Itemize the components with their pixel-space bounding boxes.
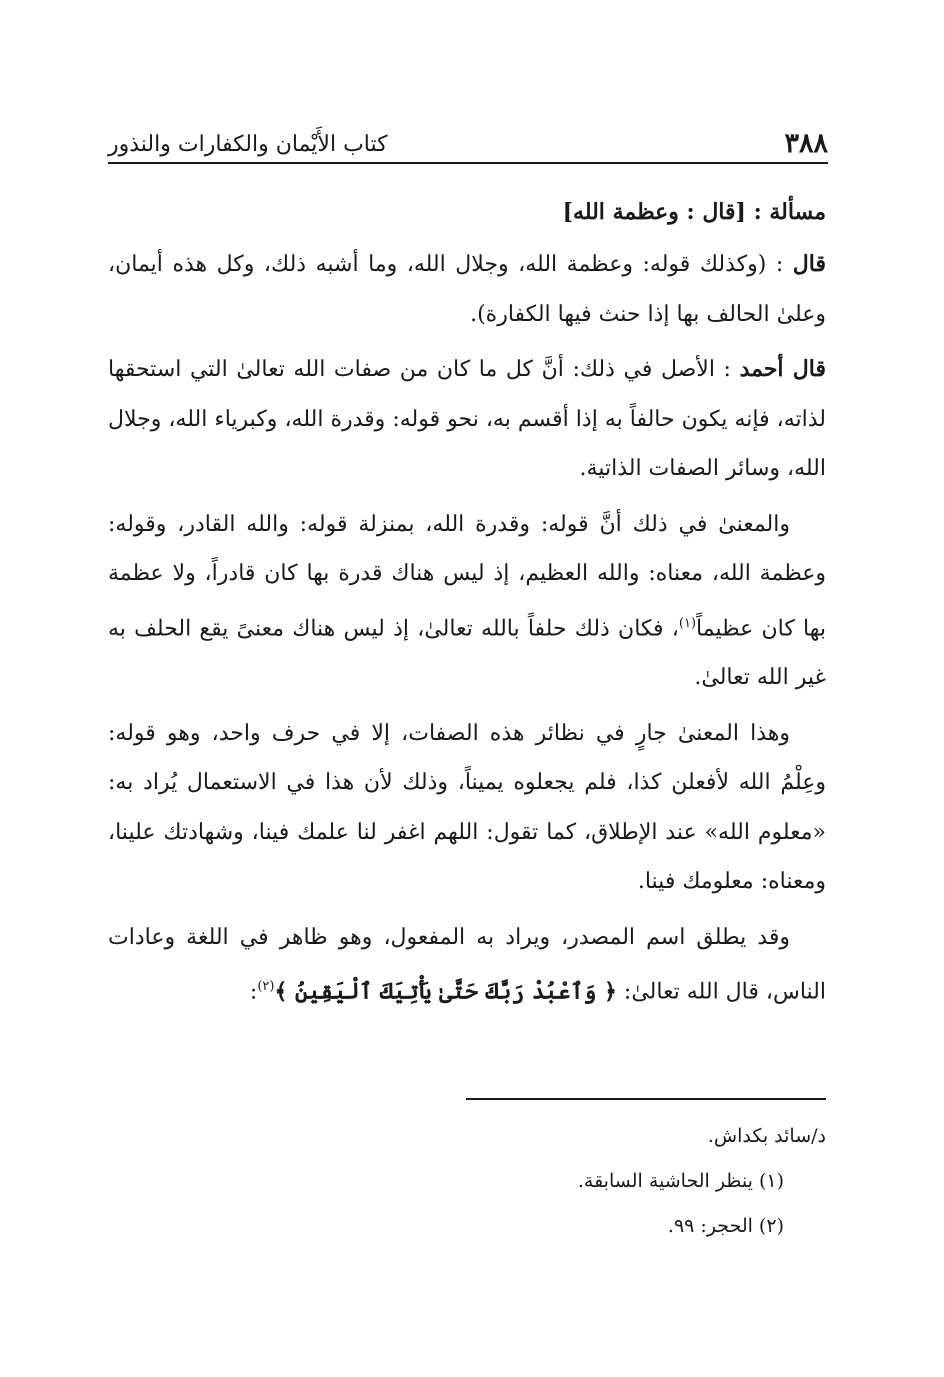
- paragraph-2-lead: قال أحمد: [739, 356, 827, 382]
- footnote-credit: د/سائد بكداش.: [707, 1125, 826, 1147]
- footnotes: [466, 1098, 826, 1249]
- footnote-divider: [466, 1098, 826, 1100]
- page-body: [108, 188, 826, 1023]
- paragraph-3-text-a: والمعنىٰ في ذلك أنَّ قوله: وقدرة الله، بمنزلة قوله: والله القادر، وقوله: وعظمة الله، معناه: والله العظيم، إذ ليس هناك قدرة بها كان قادراً، ولا عظمة بها كان عظيماً: [108, 511, 827, 641]
- footnote-ref-2[interactable]: (٢): [257, 979, 275, 995]
- running-title: كتاب الأَيْمان والكفارات والنذور: [108, 132, 388, 157]
- quran-verse: ﴿ وَٱعْبُدْ رَبَّكَ حَتَّىٰ يَأْتِيَكَ ٱلْيَقِينُ ﴾: [274, 978, 617, 1005]
- paragraph-1: [108, 240, 826, 339]
- footnote-ref-1[interactable]: (١): [678, 615, 697, 631]
- paragraph-2: [108, 345, 826, 494]
- section-heading: مسألة : [قال : وعظمة الله]: [562, 199, 826, 225]
- page-number: ٣٨٨: [784, 128, 828, 159]
- paragraph-2-text: : الأصل في ذلك: أنَّ كل ما كان من صفات الله تعالىٰ التي استحقها لذاته، فإنه يكون حالفاً به إذا أقسم به، نحو قوله: وقدرة الله، وكبرياء الله، وجلال الله، وسائر الصفات الذاتية.: [108, 357, 826, 481]
- paragraph-3-text-b: ، فكان ذلك حلفاً بالله تعالىٰ، إذ ليس هناك معنىً يقع الحلف به غير الله تعالىٰ.: [108, 615, 826, 691]
- paragraph-1-lead: قال: [792, 251, 826, 277]
- paragraph-3: [108, 500, 826, 703]
- paragraph-5-text: وقد يطلق اسم المصدر، ويراد به المفعول، وهو ظاهر في اللغة وعادات الناس، قال الله تعالىٰ:: [108, 924, 826, 1005]
- paragraph-1-text: : (وكذلك قوله: وعظمة الله، وجلال الله، وما أشبه ذلك، وكل هذه أيمان، وعلىٰ الحالف بها إذا حنث فيها الكفارة).: [108, 252, 826, 327]
- page-header: [108, 120, 828, 164]
- footnote-2: (٢) الحجر: ٩٩.: [667, 1215, 784, 1237]
- paragraph-4-text: وهذا المعنىٰ جارٍ في نظائر هذه الصفات، إلا في حرف واحد، وهو قوله: وعِلْمُ الله لأفعلن كذا، فلم يجعلوه يميناً، وذلك لأن هذا في الاستعمال يُراد به: «معلوم الله» عند الإطلاق، كما تقول: اللهم اغفر لنا علمك فينا، وشهادتك علينا، ومعناه: معلومك فينا.: [108, 720, 826, 895]
- paragraph-5: [108, 913, 826, 1017]
- paragraph-4: [108, 709, 826, 907]
- footnote-1: (١) ينظر الحاشية السابقة.: [577, 1170, 784, 1192]
- paragraph-5-end: :: [249, 979, 258, 1005]
